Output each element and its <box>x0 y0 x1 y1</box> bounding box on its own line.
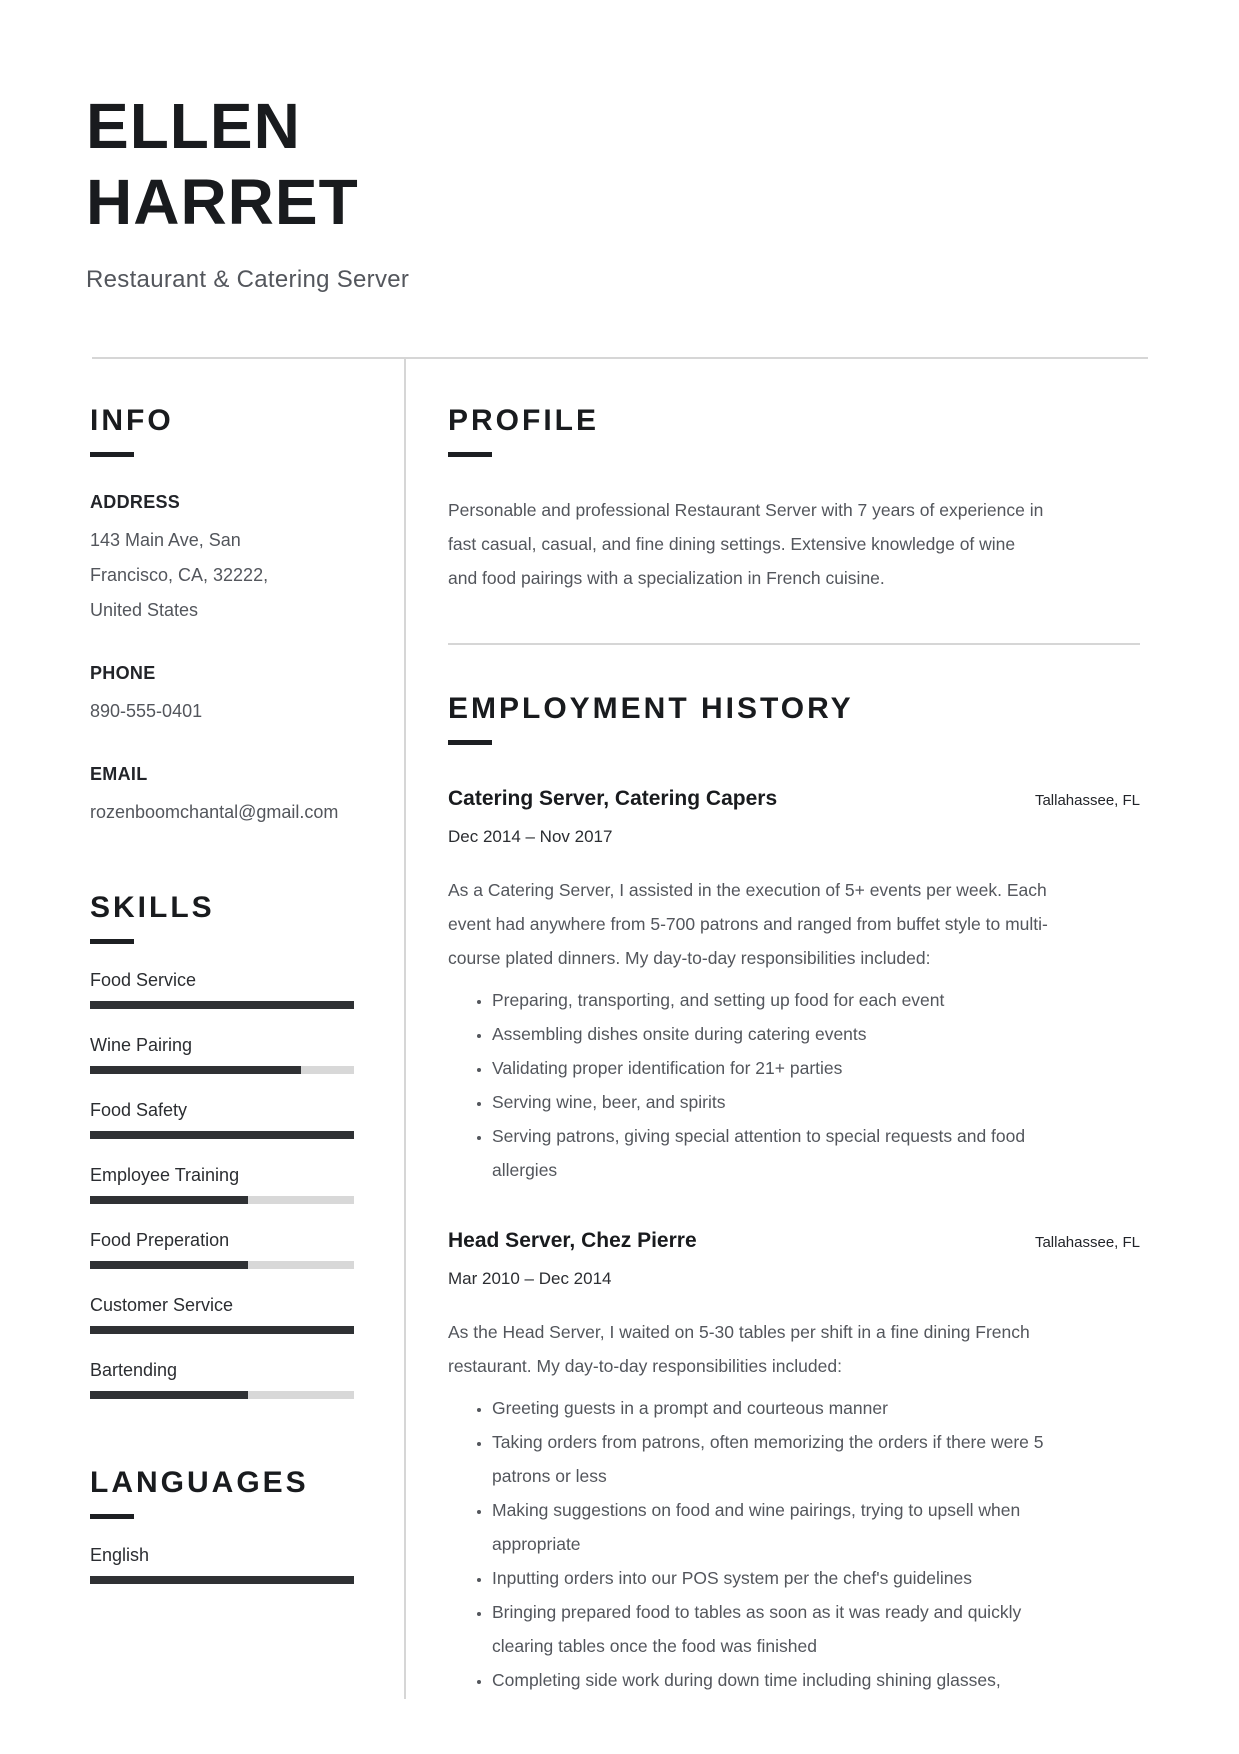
languages-section <box>90 1465 354 1584</box>
bullet-item: • Bringing prepared food to tables as soon as it was ready and quickly clearing tables once the food was finished <box>492 1595 1048 1663</box>
skill-item <box>90 1230 354 1269</box>
skill-bar-track <box>90 1131 354 1139</box>
job-header <box>448 787 1140 811</box>
job-title: Catering Server, Catering Capers <box>448 787 778 810</box>
phone-value: 890-555-0401 <box>90 701 203 721</box>
skill-name: Food Service <box>90 970 197 990</box>
skill-name: Bartending <box>90 1360 178 1380</box>
bullet-item: • Taking orders from patrons, often memorizing the orders if there were 5 patrons or less <box>492 1425 1048 1493</box>
bullet-item: • Preparing, transporting, and setting up food for each event <box>492 983 1048 1017</box>
job-header <box>448 1229 1140 1253</box>
skill-name: Wine Pairing <box>90 1035 193 1055</box>
job-bullet-list <box>448 983 1048 1187</box>
employment-section <box>448 691 1140 1697</box>
profile-text: Personable and professional Restaurant Server with 7 years of experience in fast casual, casual, and fine dining settings. Extensive knowledge of wine and food pairings with a specialization in French cuisine. <box>448 500 1044 588</box>
info-heading: INFO <box>90 404 174 437</box>
job-dates: Mar 2010 – Dec 2014 <box>448 1269 612 1288</box>
bullet-item: • Serving patrons, giving special attention to special requests and food allergies <box>492 1119 1048 1187</box>
person-name <box>86 88 409 240</box>
skill-bar-fill <box>90 1196 248 1204</box>
skill-bar-fill <box>90 1391 248 1399</box>
skill-item <box>90 1295 354 1334</box>
column-divider <box>404 357 406 1699</box>
skill-name: Food Safety <box>90 1100 188 1120</box>
info-heading-underline <box>90 452 134 457</box>
sidebar <box>90 357 354 1584</box>
skill-bar-track <box>90 1261 354 1269</box>
info-section <box>90 403 354 830</box>
skills-heading-underline <box>90 939 134 944</box>
employment-heading: EMPLOYMENT HISTORY <box>448 692 854 725</box>
bullet-item: • Making suggestions on food and wine pairings, trying to upsell when appropriate <box>492 1493 1048 1561</box>
bullet-item: • Greeting guests in a prompt and courteous manner <box>492 1391 1048 1425</box>
skill-bar-fill <box>90 1131 354 1139</box>
bullet-item: • Assembling dishes onsite during catering events <box>492 1017 1048 1051</box>
skill-name: Employee Training <box>90 1165 240 1185</box>
skill-name: Food Preperation <box>90 1230 230 1250</box>
bullet-item: • Inputting orders into our POS system per the chef's guidelines <box>492 1561 1048 1595</box>
skill-item <box>90 1035 354 1074</box>
job-summary: As the Head Server, I waited on 5-30 tables per shift in a fine dining French restaurant. My day-to-day responsibilities included: <box>448 1322 1030 1376</box>
job-location: Tallahassee, FL <box>1034 1234 1140 1251</box>
job-dates: Dec 2014 – Nov 2017 <box>448 827 613 846</box>
email-value: rozenboomchantal@gmail.com <box>90 802 339 822</box>
info-field-address <box>90 492 354 628</box>
skill-bar-track <box>90 1391 354 1399</box>
job-bullet-list <box>448 1391 1048 1697</box>
skills-section <box>90 890 354 1399</box>
bullet-item: • Serving wine, beer, and spirits <box>492 1085 1048 1119</box>
skill-item <box>90 970 354 1009</box>
skill-item <box>90 1100 354 1139</box>
section-divider <box>448 643 1140 645</box>
profile-heading: PROFILE <box>448 404 600 437</box>
profile-section <box>448 403 1140 595</box>
languages-heading-underline <box>90 1514 134 1519</box>
person-name-line2: HARRET <box>86 166 359 238</box>
skill-bar-track <box>90 1196 354 1204</box>
address-value: 143 Main Ave, San Francisco, CA, 32222, United States <box>90 530 269 620</box>
job-location: Tallahassee, FL <box>1034 792 1140 809</box>
phone-label: PHONE <box>90 663 156 683</box>
job-summary: As a Catering Server, I assisted in the execution of 5+ events per week. Each event had anywhere from 5-700 patrons and ranged from buffet style to multi-course plated dinners. My day-to-day responsibilities included: <box>448 880 1048 968</box>
skill-bar-fill <box>90 1001 354 1009</box>
info-field-email <box>90 764 354 830</box>
main-column <box>448 357 1140 1697</box>
skill-item <box>90 1165 354 1204</box>
job-title: Head Server, Chez Pierre <box>448 1229 697 1252</box>
language-bar-fill <box>90 1576 354 1584</box>
skill-item <box>90 1360 354 1399</box>
languages-heading: LANGUAGES <box>90 1466 309 1499</box>
language-name: English <box>90 1545 150 1565</box>
bullet-item: • Validating proper identification for 21+ parties <box>492 1051 1048 1085</box>
bullet-item: • Completing side work during down time including shining glasses, <box>492 1663 1048 1697</box>
skill-bar-fill <box>90 1326 354 1334</box>
language-bar-track <box>90 1576 354 1584</box>
employment-heading-underline <box>448 740 492 745</box>
skill-bar-fill <box>90 1261 248 1269</box>
skill-bar-track <box>90 1066 354 1074</box>
job-entry <box>448 787 1140 1187</box>
skill-bar-track <box>90 1326 354 1334</box>
skills-heading: SKILLS <box>90 891 215 924</box>
profile-heading-underline <box>448 452 492 457</box>
header <box>86 88 409 294</box>
address-label: ADDRESS <box>90 492 181 512</box>
person-job-title: Restaurant & Catering Server <box>86 266 410 293</box>
email-label: EMAIL <box>90 764 148 784</box>
skill-bar-fill <box>90 1066 301 1074</box>
language-item <box>90 1545 354 1584</box>
skill-name: Customer Service <box>90 1295 234 1315</box>
skill-bar-track <box>90 1001 354 1009</box>
person-name-line1: ELLEN <box>86 90 301 162</box>
job-entry <box>448 1229 1140 1697</box>
info-field-phone <box>90 663 354 729</box>
